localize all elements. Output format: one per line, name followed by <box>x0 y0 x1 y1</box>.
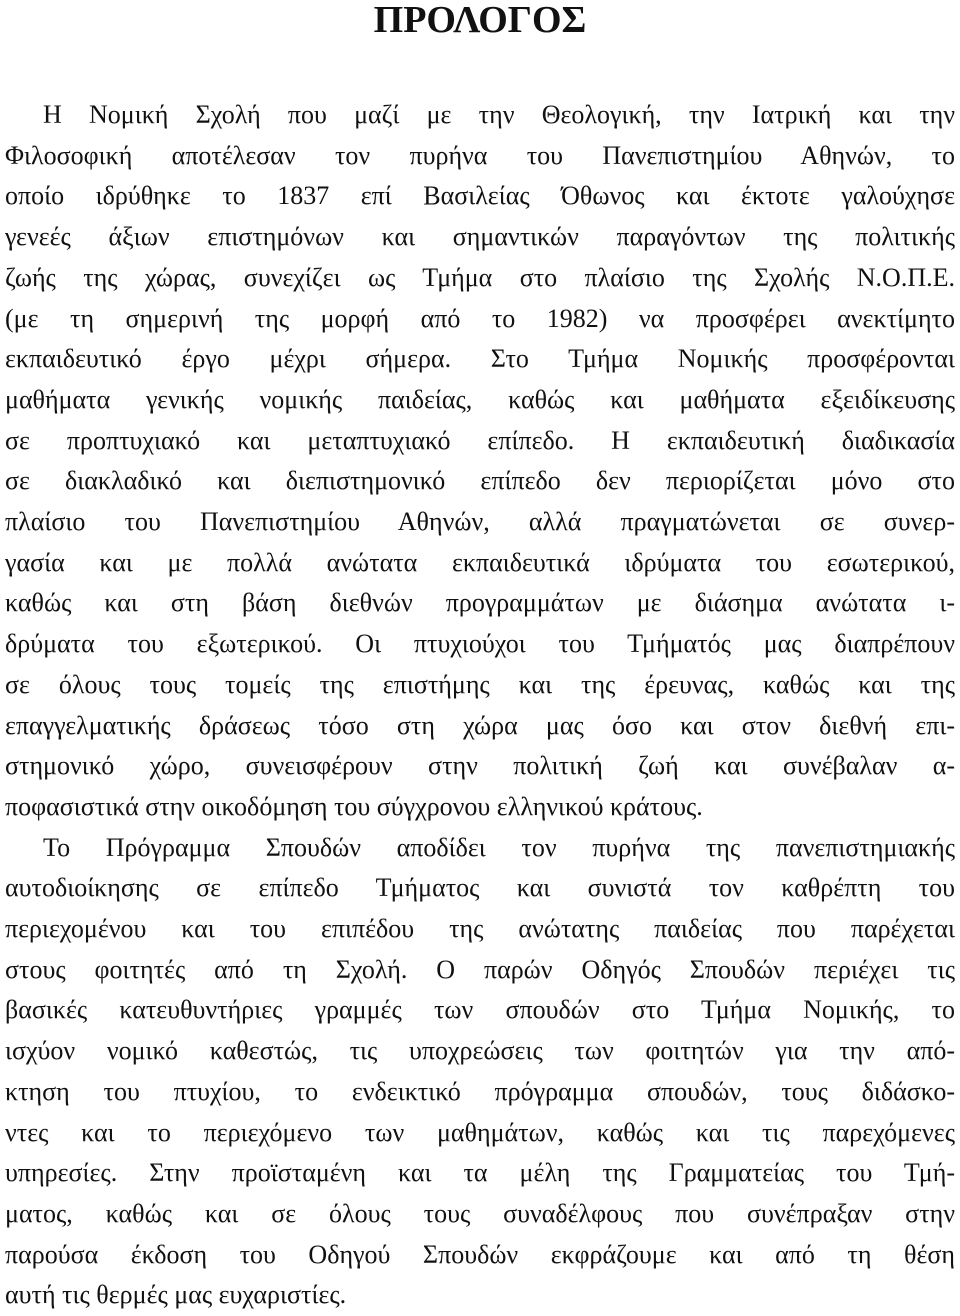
text-line: εκπαιδευτικό έργο μέχρι σήμερα. Στο Τμήμα Νομικής προσφέρονται <box>5 344 955 374</box>
text-line: ποφασιστικά στην οικοδόμηση του σύγχρονου ελληνικού κράτους. <box>5 791 703 821</box>
text-line: ισχύον νομικό καθεστώς, τις υποχρεώσεις των φοιτητών για την από- <box>5 1036 955 1066</box>
text-line: βασικές κατευθυντήριες γραμμές των σπουδών στο Τμήμα Νομικής, το <box>5 995 955 1025</box>
text-line: οποίο ιδρύθηκε το 1837 επί Βασιλείας Όθωνος και έκτοτε γαλούχησε <box>5 181 955 211</box>
document-page <box>5 0 955 1316</box>
text-line: ντες και το περιεχόμενο των μαθημάτων, καθώς και τις παρεχόμενες <box>5 1117 955 1147</box>
paragraph-1 <box>5 95 955 828</box>
text-line: ζωής της χώρας, συνεχίζει ως Τμήμα στο πλαίσιο της Σχολής Ν.Ο.Π.Ε. <box>5 262 955 292</box>
text-line: σε διακλαδικό και διεπιστημονικό επίπεδο δεν περιορίζεται μόνο στο <box>5 466 955 496</box>
text-line: σε προπτυχιακό και μεταπτυχιακό επίπεδο. Η εκπαιδευτική διαδικασία <box>5 425 955 455</box>
text-line: δρύματα του εξωτερικού. Οι πτυχιούχοι του Τμήματός μας διαπρέπουν <box>5 629 955 659</box>
text-line: μαθήματα γενικής νομικής παιδείας, καθώς και μαθήματα εξειδίκευσης <box>5 384 955 414</box>
text-line: περιεχομένου και του επιπέδου της ανώτατης παιδείας που παρέχεται <box>5 914 955 944</box>
text-line: καθώς και στη βάση διεθνών προγραμμάτων με διάσημα ανώτατα ι- <box>5 588 955 618</box>
paragraph-2 <box>5 828 955 1316</box>
text-line: ματος, καθώς και σε όλους τους συναδέλφους που συνέπραξαν στην <box>5 1198 955 1228</box>
text-line: πλαίσιο του Πανεπιστημίου Αθηνών, αλλά πραγματώνεται σε συνερ- <box>5 507 955 537</box>
text-line: γασία και με πολλά ανώτατα εκπαιδευτικά ιδρύματα του εσωτερικού, <box>5 547 955 577</box>
text-line: επαγγελματικής δράσεως τόσο στη χώρα μας όσο και στον διεθνή επι- <box>5 710 955 740</box>
text-line: παρούσα έκδοση του Οδηγού Σπουδών εκφράζουμε και από τη θέση <box>5 1239 955 1269</box>
text-line: υπηρεσίες. Στην προϊσταμένη και τα μέλη της Γραμματείας του Τμή- <box>5 1158 955 1188</box>
text-line: Το Πρόγραμμα Σπουδών αποδίδει τον πυρήνα της πανεπιστημιακής <box>43 832 955 862</box>
text-line: στημονικό χώρο, συνεισφέρουν στην πολιτική ζωή και συνέβαλαν α- <box>5 751 955 781</box>
text-line: γενεές άξιων επιστημόνων και σημαντικών παραγόντων της πολιτικής <box>5 222 955 252</box>
text-line: (με τη σημερινή της μορφή από το 1982) να προσφέρει ανεκτίμητο <box>5 303 955 333</box>
text-line: σε όλους τους τομείς της επιστήμης και της έρευνας, καθώς και της <box>5 669 955 699</box>
text-line: Φιλοσοφική αποτέλεσαν τον πυρήνα του Πανεπιστημίου Αθηνών, το <box>5 140 955 170</box>
text-line: αυτή τις θερμές μας ευχαριστίες. <box>5 1280 347 1310</box>
text-line: κτηση του πτυχίου, το ενδεικτικό πρόγραμμα σπουδών, τους διδάσκο- <box>5 1076 955 1106</box>
text-line: Η Νομική Σχολή που μαζί με την Θεολογική, την Ιατρική και την <box>43 100 955 129</box>
text-line: στους φοιτητές από τη Σχολή. Ο παρών Οδηγός Σπουδών περιέχει τις <box>5 954 955 984</box>
text-line: αυτοδιοίκησης σε επίπεδο Τμήματος και συνιστά τον καθρέπτη του <box>5 873 955 903</box>
page-title: ΠΡΟΛΟΓΟΣ <box>373 0 587 41</box>
